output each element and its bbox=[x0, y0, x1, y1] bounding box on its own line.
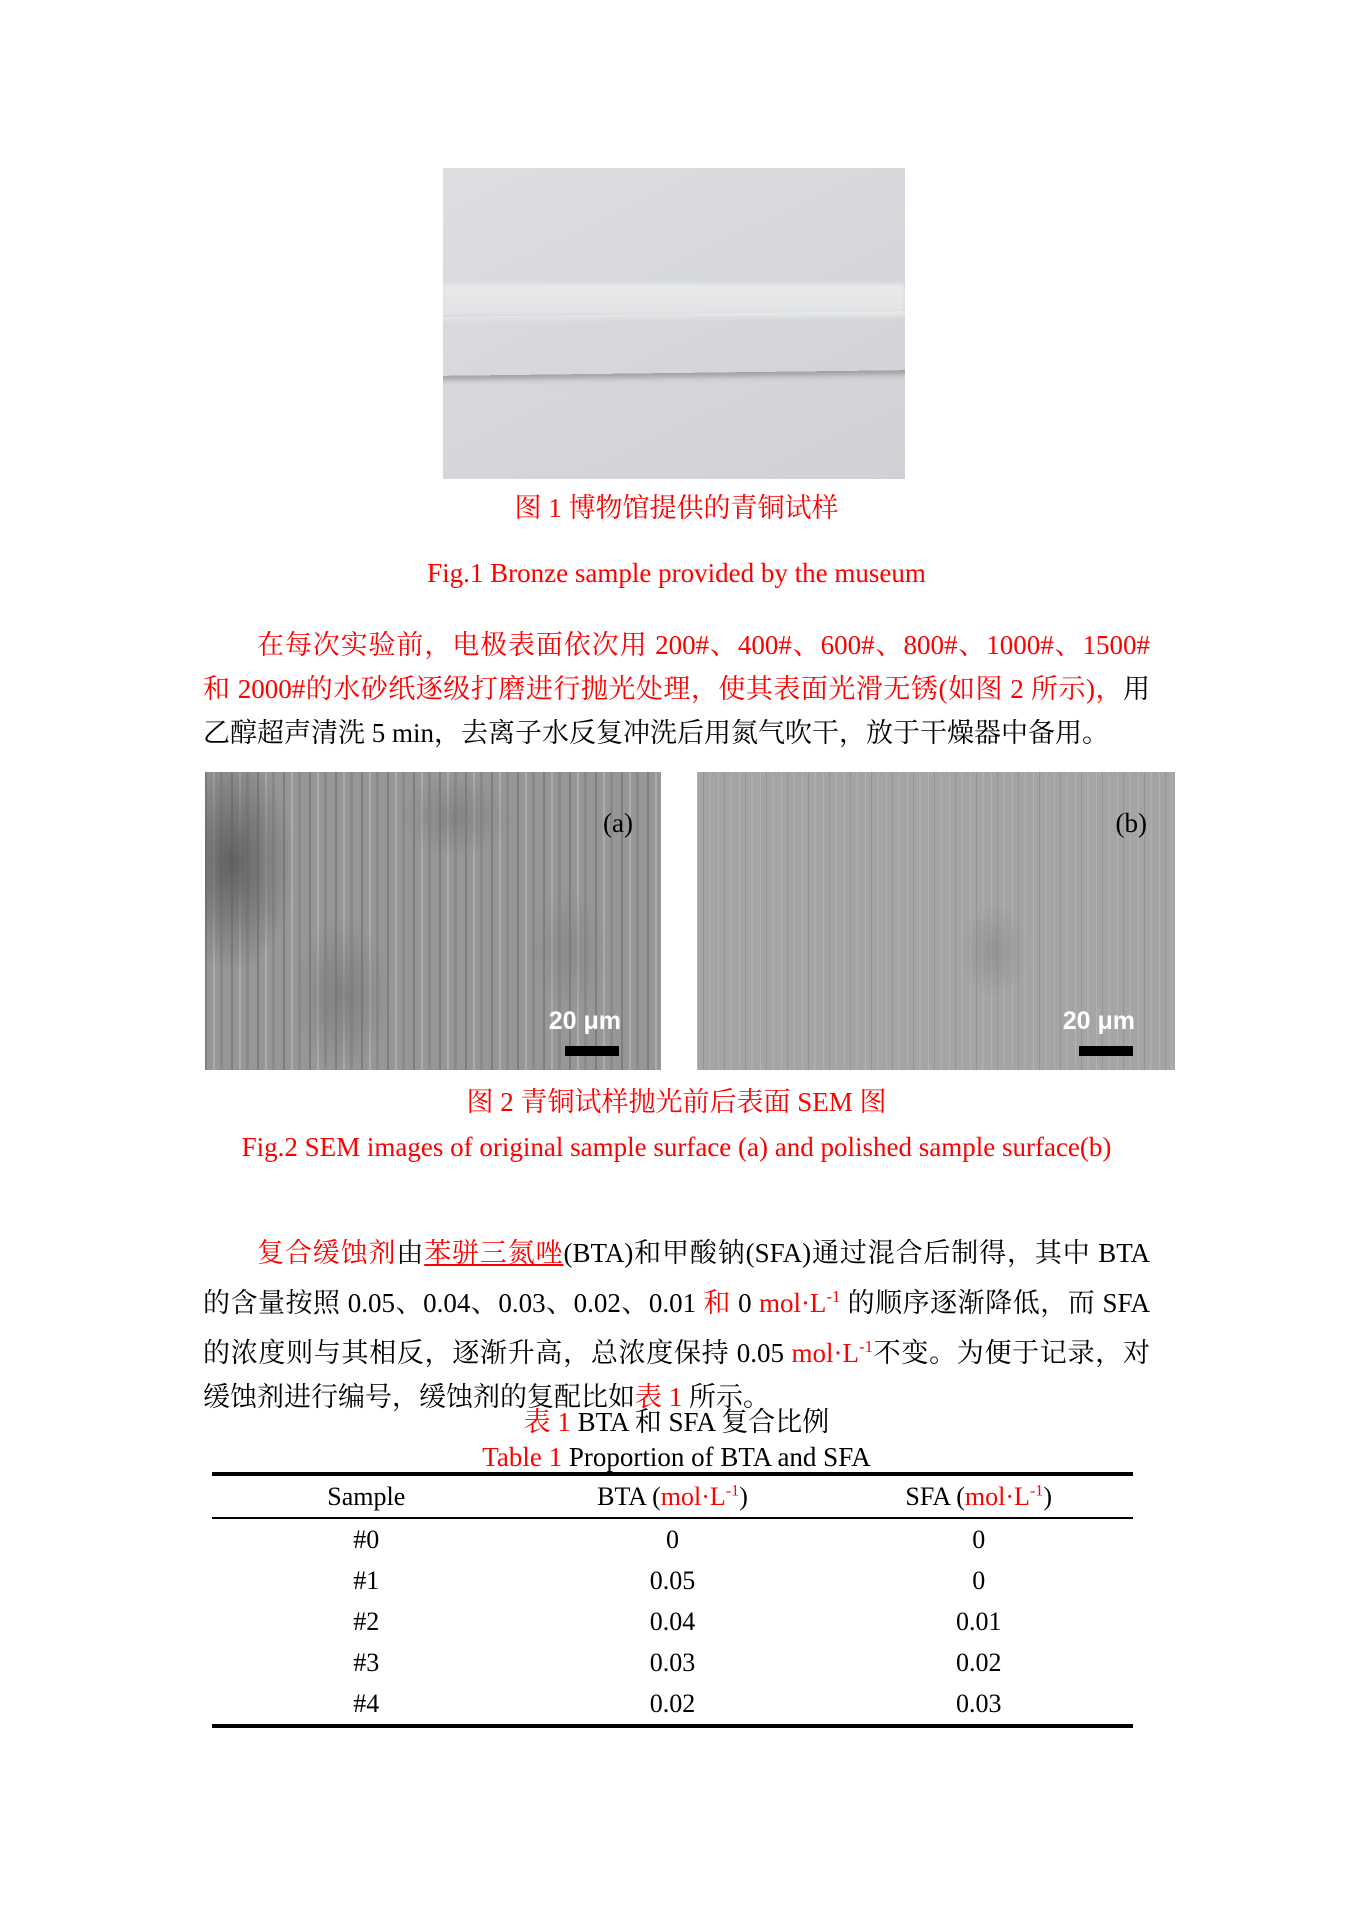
text-segment: mol·L bbox=[791, 1338, 860, 1368]
table1-title-zh bbox=[203, 1400, 1150, 1439]
scalebar-label-a: 20 μm bbox=[548, 1007, 621, 1035]
scalebar-label-b: 20 μm bbox=[1062, 1007, 1135, 1035]
figure2-caption-en: Fig.2 SEM images of original sample surface (a) and polished sample surface(b) bbox=[241, 1132, 1112, 1162]
text-segment: 苯骈三氮唑 bbox=[424, 1238, 564, 1268]
figure1-photo-bronze-sample bbox=[443, 168, 905, 479]
table-cell: 0.03 bbox=[649, 1647, 696, 1677]
table1-body bbox=[212, 1519, 1133, 1724]
figure1-caption-zh: 图 1 博物馆提供的青铜试样 bbox=[514, 493, 839, 523]
table1-header-sample: Sample bbox=[327, 1481, 406, 1511]
table-cell: 0 bbox=[665, 1524, 679, 1554]
table-cell: 0.03 bbox=[955, 1688, 1002, 1718]
paragraph-inhibitor-preparation bbox=[203, 1231, 1150, 1419]
scalebar-b bbox=[1079, 1046, 1133, 1056]
text-segment: mol·L bbox=[758, 1288, 827, 1318]
text-segment: 不变。为便于记录，对缓蚀剂进行编号，缓蚀剂的复配比如 bbox=[203, 1338, 1150, 1412]
table1-header-bta bbox=[521, 1482, 825, 1512]
table1-header-sfa-unit-sup: -1 bbox=[1029, 1481, 1044, 1499]
table1-header-sfa-close: ) bbox=[1043, 1481, 1053, 1511]
text-segment: 的顺序逐渐降低，而 SFA 的浓度则与其相反，逐渐升高，总浓度保持 0.05 bbox=[203, 1288, 1151, 1368]
table1-header-bta-unit: mol·L bbox=[660, 1481, 726, 1511]
table1-header-sfa-unit: mol·L bbox=[964, 1481, 1030, 1511]
table-cell: #2 bbox=[353, 1606, 380, 1636]
table-cell: 0 bbox=[972, 1524, 986, 1554]
superscript: -1 bbox=[826, 1287, 841, 1306]
table-cell: #3 bbox=[353, 1647, 380, 1677]
bronze-strip bbox=[443, 311, 905, 376]
table-row bbox=[212, 1601, 1133, 1642]
figure2-sem-image-a bbox=[205, 772, 661, 1070]
table-cell: 0.04 bbox=[649, 1606, 696, 1636]
table-cell: 0 bbox=[972, 1565, 986, 1595]
table1-header-bta-prefix: BTA ( bbox=[597, 1481, 661, 1511]
table-row bbox=[212, 1519, 1133, 1560]
text-segment: (BTA)和甲酸钠(SFA)通过混合后制得，其中 BTA 的含量按照 0.05、0.04、0.03、0.02、0.01 bbox=[203, 1238, 1151, 1318]
table1-proportions bbox=[212, 1472, 1133, 1728]
figure2-sem-image-b bbox=[697, 772, 1175, 1070]
table-cell: 0.02 bbox=[955, 1647, 1002, 1677]
table-cell: #0 bbox=[353, 1524, 380, 1554]
table1-title-zh-number: 表 1 bbox=[523, 1407, 571, 1437]
text-segment: 由 bbox=[396, 1238, 425, 1268]
panel-label-b: (b) bbox=[1115, 808, 1147, 838]
figure2-caption-zh: 图 2 青铜试样抛光前后表面 SEM 图 bbox=[466, 1087, 887, 1117]
table1-title-en-text: Proportion of BTA and SFA bbox=[562, 1442, 871, 1472]
table-cell: 0.02 bbox=[649, 1688, 696, 1718]
table1-title-en bbox=[203, 1442, 1150, 1473]
table-row bbox=[212, 1683, 1133, 1724]
table1-header-row bbox=[212, 1476, 1133, 1519]
table1-title-zh-text: BTA 和 SFA 复合比例 bbox=[570, 1407, 830, 1437]
text-segment: 在每次实验前，电极表面依次用 200#、400#、600#、800#、1000#、1500#和 2000#的水砂纸逐级打磨进行抛光处理，使其表面光滑无锈(如图 2 所示)， bbox=[203, 630, 1150, 704]
table-row bbox=[212, 1642, 1133, 1683]
text-segment: 复合缓蚀剂 bbox=[257, 1238, 397, 1268]
text-segment: 0 bbox=[730, 1288, 759, 1318]
table1-header-bta-unit-sup: -1 bbox=[725, 1481, 740, 1499]
text-segment: 表 1 bbox=[635, 1382, 683, 1412]
paragraph-polishing-procedure bbox=[203, 623, 1150, 755]
table-cell: 0.01 bbox=[955, 1606, 1002, 1636]
figure1-caption-en: Fig.1 Bronze sample provided by the museum bbox=[427, 558, 926, 588]
panel-label-a: (a) bbox=[603, 808, 633, 838]
table1-title-en-number: Table 1 bbox=[482, 1442, 563, 1472]
superscript: -1 bbox=[859, 1337, 873, 1356]
text-segment: 和 bbox=[703, 1288, 731, 1318]
table-row bbox=[212, 1560, 1133, 1601]
table1-header-sfa-prefix: SFA ( bbox=[905, 1481, 965, 1511]
scalebar-a bbox=[565, 1046, 619, 1056]
table1-header-sfa bbox=[824, 1482, 1133, 1512]
table-cell: #4 bbox=[353, 1688, 380, 1718]
text-segment: 所示。 bbox=[682, 1382, 770, 1412]
text-segment: 用乙醇超声清洗 5 min，去离子水反复冲洗后用氮气吹干，放于干燥器中备用。 bbox=[203, 674, 1150, 748]
table1-header-bta-close: ) bbox=[739, 1481, 748, 1511]
table-cell: #1 bbox=[353, 1565, 380, 1595]
table-cell: 0.05 bbox=[649, 1565, 696, 1595]
